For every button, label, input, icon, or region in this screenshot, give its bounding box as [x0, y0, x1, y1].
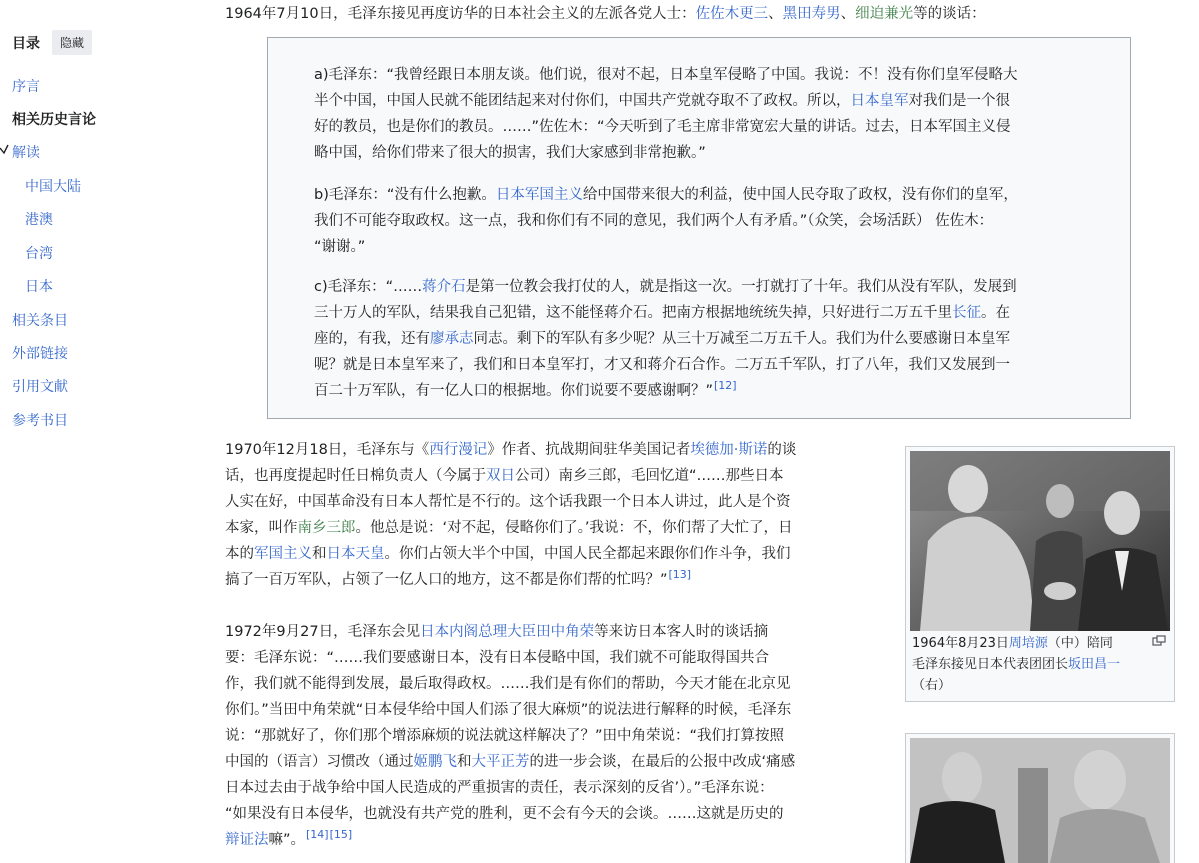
- link-tanaka[interactable]: 日本内阁总理大臣田中角荣: [420, 624, 595, 640]
- intro-text: 1964年7月10日，毛泽东接见再度访华的日本社会主义的左派各党人士：: [225, 6, 696, 22]
- link-ohira[interactable]: 大平正芳: [471, 754, 530, 770]
- link-chiang-kai-shek[interactable]: 蒋介石: [422, 279, 466, 295]
- figure-caption: [912, 633, 1120, 696]
- quote-line: 略中国，给你们带来了很大的损害，我们大家感到非常抱歉。”: [314, 145, 706, 161]
- link-nango[interactable]: 南乡三郎: [297, 520, 356, 536]
- toc-item-japan[interactable]: 日本: [25, 279, 53, 295]
- toc-title: 目录: [12, 35, 40, 52]
- chevron-down-icon[interactable]: [0, 144, 9, 159]
- reference-14[interactable]: [14]: [306, 828, 329, 841]
- toc-item-interpretation-row[interactable]: [0, 142, 200, 162]
- link-imperial-army[interactable]: 日本皇军: [850, 93, 909, 109]
- figure-1964-photo: [905, 446, 1175, 702]
- para-line: 作，我们就不能得到发展，最后取得政权。……我们是有你们的帮助，今天才能在北京见: [225, 676, 791, 692]
- enlarge-icon[interactable]: [1152, 635, 1166, 649]
- para-line: 你们。”当田中角荣就“日本侵华给中国人们添了很大麻烦”的说法进行解释的时候，毛泽东: [225, 702, 792, 718]
- link-kuroda[interactable]: 黑田寿男: [782, 6, 841, 22]
- link-militarism[interactable]: 日本军国主义: [495, 187, 583, 203]
- quote-line: 我们不可能夺取政权。这一点，我和你们有不同的意见，我们两个人有矛盾。”（众笑，会场活跃） 佐佐木：: [314, 213, 994, 229]
- link-long-march[interactable]: 长征: [952, 305, 981, 321]
- para-text: 等来访日本客人时的谈话摘: [594, 624, 769, 640]
- para-text: 的进一步会谈，在最后的公报中改成‘痛感: [529, 754, 796, 770]
- para-text: 。你们占领大半个中国，中国人民全都起来跟你们作斗争，我们: [384, 546, 791, 562]
- toc-item-external-links[interactable]: 外部链接: [12, 346, 68, 362]
- quote-text: 给中国带来很大的利益，使中国人民夺取了政权，没有你们的皇军，: [582, 187, 1018, 203]
- quote-line: 好的教员，也是你们的教员。……”佐佐木：“今天听到了毛主席非常宽宏大量的讲话。过去，日本军国主义侵: [314, 119, 1011, 135]
- reference-12[interactable]: [12]: [714, 379, 737, 392]
- toc-item-references[interactable]: 引用文献: [12, 379, 68, 395]
- para-text: 中国的（语言）习惯改（通过: [225, 754, 414, 770]
- photo-mao-sakata[interactable]: [910, 451, 1170, 631]
- para-line: 人实在好，中国革命没有日本人帮忙是不行的。这个话我跟一个日本人讲过，此人是个资: [225, 494, 791, 510]
- para-line: 日本过去由于战争给中国人民造成的严重损害的责任，表示深刻的反省’）。”毛泽东说：: [225, 780, 774, 796]
- quote-text: 座的，有我，还有: [314, 331, 430, 347]
- para-line: 说：“那就好了，你们那个增添麻烦的说法就这样解决了？”田中角荣说：“我们打算按照: [225, 728, 785, 744]
- para-text: 和: [457, 754, 472, 770]
- link-zhou-peiyuan[interactable]: 周培源: [1008, 636, 1048, 651]
- para-line: 要：毛泽东说：“……我们要感谢日本，没有日本侵略中国，我们就不可能取得国共合: [225, 650, 770, 666]
- quote-text: 是第一位教会我打仗的人，就是指这一次。一打就打了十年。我们从没有军队，发展到: [465, 279, 1017, 295]
- article-content: [225, 0, 1199, 851]
- link-liao-chengzhi[interactable]: 廖承志: [430, 331, 474, 347]
- intro-sep: 、: [768, 6, 783, 22]
- caption-text: 1964年8月23日: [912, 636, 1009, 651]
- para-text: 公司）南乡三郎，毛回忆道“……那些日本: [515, 468, 784, 484]
- toc-item-bibliography[interactable]: 参考书目: [12, 413, 68, 429]
- reference-13[interactable]: [13]: [668, 568, 692, 581]
- quote-text: b)毛泽东：“没有什么抱歉。: [314, 187, 496, 203]
- caption-line: （右）: [912, 678, 952, 693]
- toc-item-preface[interactable]: 序言: [12, 79, 40, 95]
- link-dialectics[interactable]: 辩证法: [225, 832, 269, 848]
- caption-text: （中）陪同: [1047, 636, 1113, 651]
- link-red-star[interactable]: 西行漫记: [429, 442, 488, 458]
- quote-a: [314, 62, 1018, 166]
- quote-box: [267, 37, 1131, 419]
- para-text: 1972年9月27日，毛泽东会见: [225, 624, 421, 640]
- figure-second-photo: [905, 733, 1175, 863]
- link-emperor[interactable]: 日本天皇: [326, 546, 385, 562]
- quote-text: 。在: [981, 305, 1010, 321]
- quote-c: [314, 274, 1017, 404]
- para-text: 搞了一百万军队，占领了一亿人口的地方，这不都是你们帮的忙吗？”: [225, 572, 668, 588]
- quote-line: a)毛泽东：“我曾经跟日本朋友谈。他们说，很对不起，日本皇军侵略了中国。我说：不！没有你们皇军侵略大: [314, 67, 1018, 83]
- para-text: 本家，叫作: [225, 520, 298, 536]
- link-militarism-2[interactable]: 军国主义: [254, 546, 312, 562]
- reference-15[interactable]: [15]: [329, 828, 353, 841]
- para-text: 1970年12月18日，毛泽东与《: [225, 442, 430, 458]
- link-sojitz[interactable]: 双日: [486, 468, 515, 484]
- toc-item-interpretation[interactable]: 解读: [12, 145, 40, 161]
- link-sasaki[interactable]: 佐佐木更三: [695, 6, 769, 22]
- paragraph-1970: [225, 437, 796, 593]
- photo-second[interactable]: [910, 738, 1170, 863]
- quote-b: [314, 182, 1018, 260]
- toc-item-related[interactable]: 相关条目: [12, 313, 68, 329]
- para-text: 本的: [225, 546, 254, 562]
- table-of-contents: [0, 0, 205, 851]
- toc-item-history-remarks[interactable]: 相关历史言论: [12, 112, 96, 128]
- quote-line: “谢谢。”: [314, 239, 366, 255]
- link-edgar-snow[interactable]: 埃德加·斯诺: [690, 442, 768, 458]
- paragraph-1972: [225, 619, 795, 853]
- para-text: 。他总是说：‘对不起，侵略你们了。’我说：不，你们帮了大忙了，日: [355, 520, 793, 536]
- quote-text: 半个中国，中国人民就不能团结起来对付你们，中国共产党就夺取不了政权。所以，: [314, 93, 851, 109]
- para-text: 和: [312, 546, 327, 562]
- intro-suffix: 等的谈话：: [913, 6, 986, 22]
- quote-text: c)毛泽东：“……: [314, 279, 423, 295]
- toc-header: [12, 30, 92, 55]
- quote-text: 三十万人的军队，结果我自己犯错，这不能怪蒋介石。把南方根据地统统失掉，只好进行二万五千里: [314, 305, 952, 321]
- quote-text: 对我们是一个很: [908, 93, 1010, 109]
- para-text: 话，也再度提起时任日棉负责人（今属于: [225, 468, 486, 484]
- para-text: 》作者、抗战期间驻华美国记者: [487, 442, 691, 458]
- para-line: “如果没有日本侵华，也就没有共产党的胜利，更不会有今天的会谈。……这就是历史的: [225, 806, 784, 822]
- intro-sep: 、: [840, 6, 856, 22]
- link-sakata[interactable]: 坂田昌一: [1068, 657, 1121, 672]
- quote-text: 同志。剩下的军队有多少呢？从三十万减至二万五千人。我们为什么要感谢日本皇军: [473, 331, 1010, 347]
- link-ji-pengfei[interactable]: 姬鹏飞: [413, 754, 457, 770]
- para-text: 的谈: [767, 442, 797, 458]
- link-hosoya[interactable]: 细迫兼光: [855, 6, 914, 22]
- toc-item-taiwan[interactable]: 台湾: [25, 246, 53, 262]
- para-text: 嘛”。: [268, 832, 306, 848]
- toc-item-mainland-china[interactable]: 中国大陆: [25, 179, 81, 195]
- quote-text: 百二十万军队，有一亿人口的根据地。你们说要不要感谢啊？”: [314, 383, 714, 399]
- toc-item-hk-macau[interactable]: 港澳: [25, 212, 53, 228]
- quote-line: 呢？就是日本皇军来了，我们和日本皇军打，才又和蒋介石合作。二万五千军队，打了八年，我们又发展到一: [314, 357, 1010, 373]
- caption-text: 毛泽东接见日本代表团团长: [912, 657, 1069, 672]
- intro-paragraph: [225, 1, 986, 27]
- toc-hide-button[interactable]: 隐藏: [52, 30, 92, 55]
